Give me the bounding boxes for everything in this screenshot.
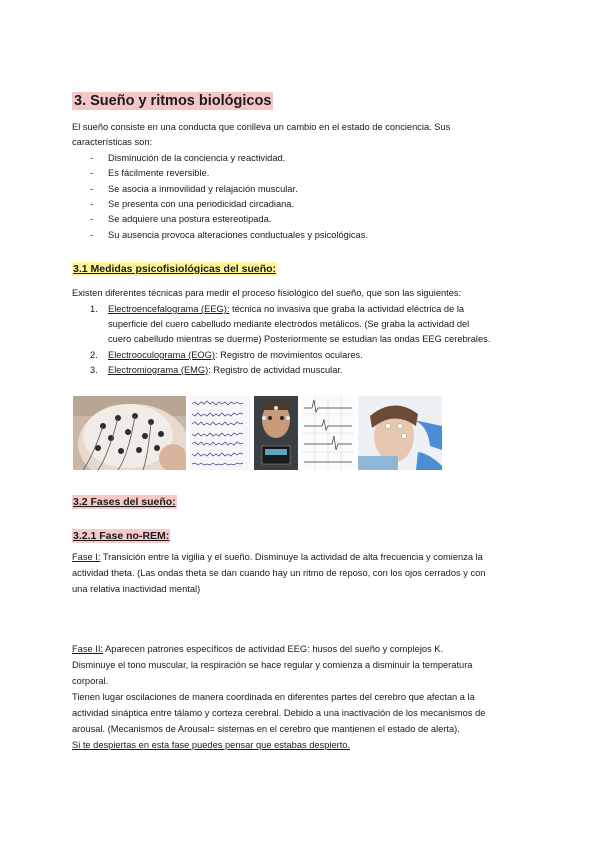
term-eog: Electrooculograma (EOG): [108, 350, 215, 360]
list-number: 1.: [90, 304, 98, 314]
subsection-title-3-2: 3.2 Fases del sueño:: [73, 496, 176, 508]
eeg-trace-image: [190, 396, 250, 470]
fase-2-line-1: [72, 642, 443, 658]
list-item-text: Se adquiere una postura estereotipada.: [108, 214, 272, 224]
facial-electrode-photo: [358, 396, 442, 470]
bullet-dash: -: [90, 214, 94, 224]
subsection-title-3-1: 3.1 Medidas psicofisiológicas del sueño:: [73, 263, 277, 275]
measures-intro: Existen diferentes técnicas para medir el proceso fisiológico del sueño, que son las siguientes:: [72, 288, 462, 298]
list-item-text: Es fácilmente reversible.: [108, 168, 210, 178]
paragraph-text: Transición entre la vigilia y el sueño. Disminuye la actividad de alta frecuencia y comienza la: [100, 552, 483, 562]
item-text: técnica no invasiva que graba la actividad eléctrica de la: [229, 304, 465, 314]
list-item-text: Se presenta con una periodicidad circadiana.: [108, 199, 295, 209]
list-item-text: Disminución de la conciencia y reactividad.: [108, 153, 286, 163]
fase-1-line-3: una relativa inactividad mental): [72, 584, 201, 594]
fase-1-line-1: [72, 550, 483, 566]
fase-1-label: Fase I:: [72, 552, 101, 562]
eog-device-photo: [254, 396, 298, 470]
emg-trace-image: [302, 396, 354, 470]
item-text: : Registro de actividad muscular.: [208, 365, 343, 375]
fase-2-line-3: corporal.: [72, 676, 109, 686]
fase-2-line-7: Si te despiertas en esta fase puedes pensar que estabas despierto.: [72, 740, 351, 750]
bullet-dash: -: [90, 153, 94, 163]
subsection-title-3-2-1: 3.2.1 Fase no-REM:: [73, 530, 170, 542]
term-eeg: Electroencefalograma (EEG):: [108, 304, 230, 314]
item-text: superficie del cuero cabelludo mediante electrodos metálicos. (Se graba la actividad del: [108, 319, 470, 329]
intro-line-2: características son:: [72, 137, 153, 147]
list-number: 3.: [90, 365, 98, 375]
list-item-text: Se asocia a inmovilidad y relajación muscular.: [108, 184, 298, 194]
bullet-dash: -: [90, 230, 94, 240]
bullet-dash: -: [90, 184, 94, 194]
paragraph-text: Aparecen patrones específicos de actividad EEG: husos del sueño y complejos K.: [103, 644, 444, 654]
eeg-cap-photo: [73, 396, 186, 470]
fase-2-line-5: actividad sináptica entre tálamo y corteza cerebral. Debido a una inactivación de los mecanismos de: [72, 708, 486, 718]
fase-2-line-2: Disminuye el tono muscular, la respiración se hace regular y comienza a disminuir la temperatura: [72, 660, 473, 670]
item-text: cuero cabelludo mientras se duerme) Posteriormente se estudian las ondas EEG cerebrales.: [108, 334, 491, 344]
term-emg: Electromiograma (EMG): [108, 365, 209, 375]
list-number: 2.: [90, 350, 98, 360]
list-item-text: Su ausencia provoca alteraciones conductuales y psicológicas.: [108, 230, 368, 240]
section-title: 3. Sueño y ritmos biológicos: [74, 93, 272, 109]
intro-line-1: El sueño consiste en una conducta que conlleva un cambio en el estado de conciencia. Sus: [72, 122, 451, 132]
bullet-dash: -: [90, 168, 94, 178]
fase-2-line-6: arousal. (Mecanismos de Arousal= sistemas en el cerebro que mantienen el estado de alerta).: [72, 724, 460, 734]
bullet-dash: -: [90, 199, 94, 209]
item-text: : Registro de movimientos oculares.: [214, 350, 363, 360]
fase-1-line-2: actividad theta. (Las ondas theta se dan cuando hay un ritmo de reposo, con los ojos cerrados y con: [72, 568, 486, 578]
fase-2-label: Fase II:: [72, 644, 104, 654]
fase-2-line-4: Tienen lugar oscilaciones de manera coordinada en diferentes partes del cerebro que afectan a la: [72, 692, 475, 702]
